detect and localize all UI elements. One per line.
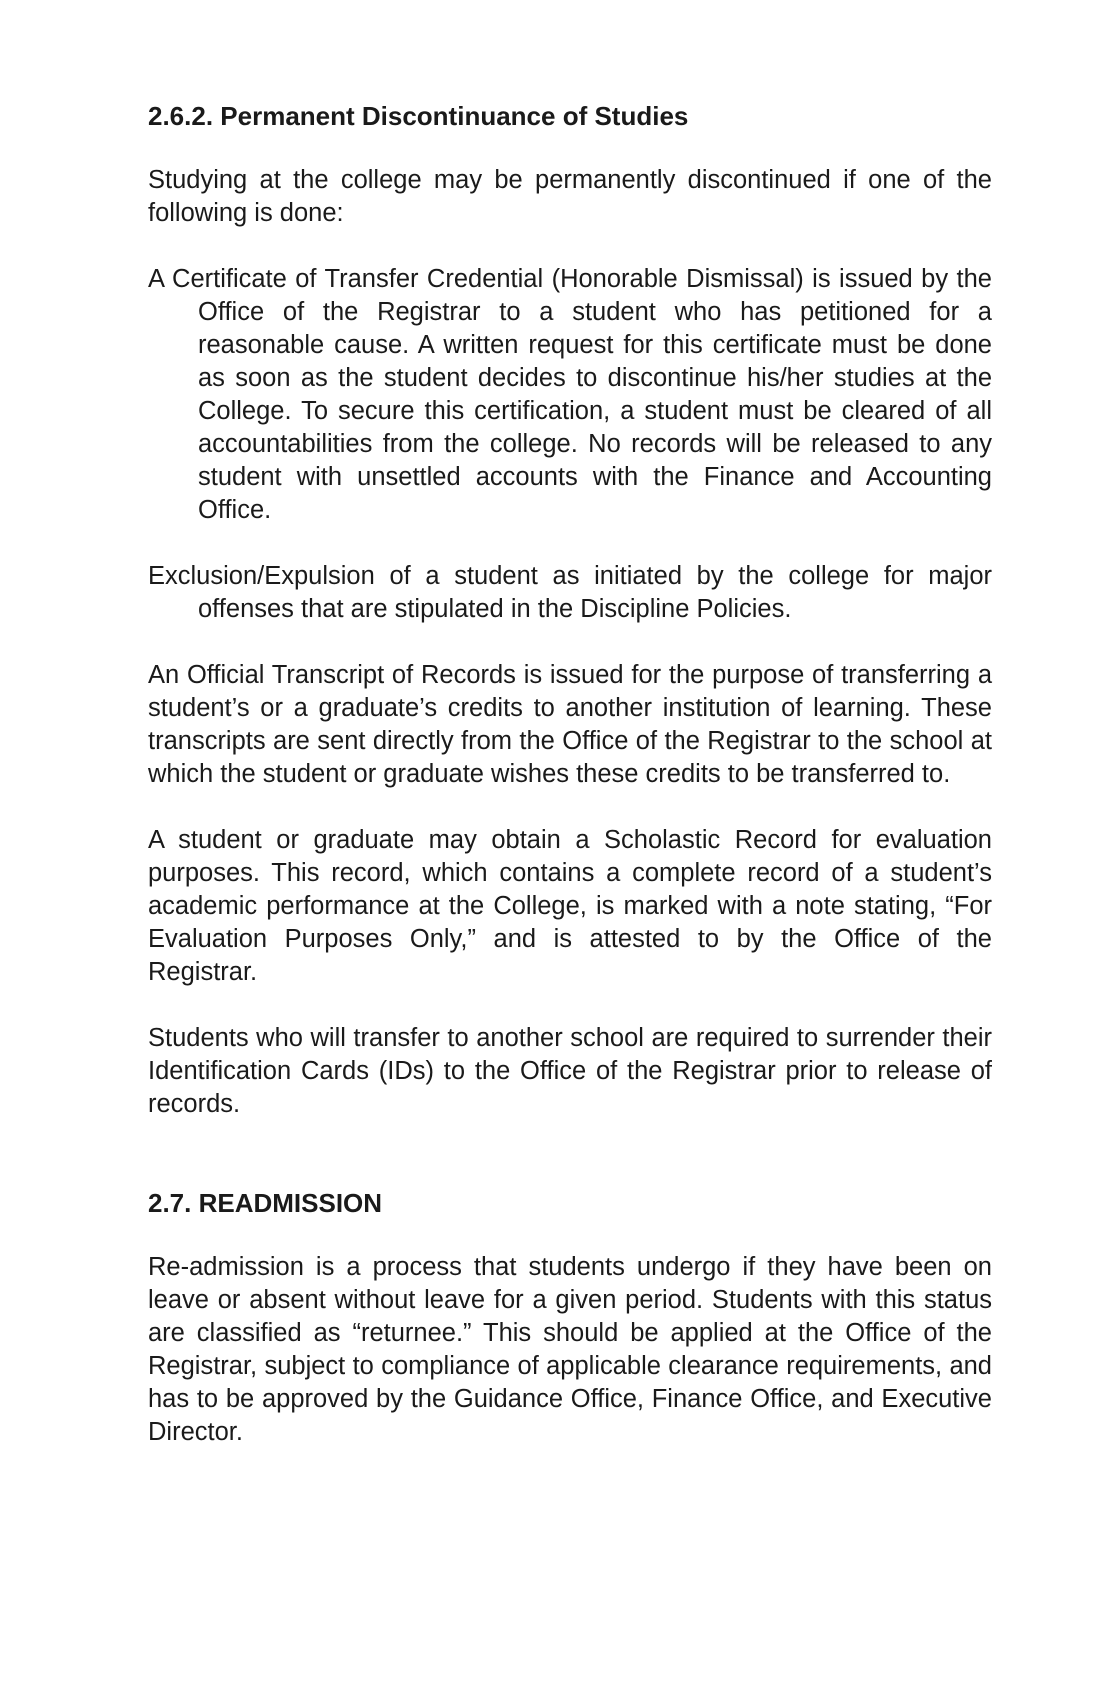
section-heading-readmission: 2.7. READMISSION [148, 1188, 383, 1218]
paragraph-certificate-of-transfer: A Certificate of Transfer Credential (Honorable Dismissal) is issued by the Office of the Registrar to a student who has petitioned for a reasonable cause. A written request for this certificate must be done as soon as the student decides to discontinue his/her studies at the College. To secure this certification, a student must be cleared of all accountabilities from the college. No records will be released to any student with unsettled accounts with the Finance and Accounting Office. [148, 265, 992, 524]
paragraph-exclusion-expulsion: Exclusion/Expulsion of a student as initiated by the college for major offenses that are stipulated in the Discipline Policies. [148, 562, 992, 623]
document-page [148, 100, 992, 1449]
paragraph-readmission: Re-admission is a process that students undergo if they have been on leave or absent without leave for a given period. Students with this status are classified as “returnee.” This should be applied at the Office of the Registrar, subject to compliance of applicable clearance requirements, and has to be approved by the Guidance Office, Finance Office, and Executive Director. [148, 1253, 992, 1446]
paragraph-intro: Studying at the college may be permanently discontinued if one of the following is done: [148, 166, 992, 227]
section-heading-permanent-discontinuance: 2.6.2. Permanent Discontinuance of Studies [148, 101, 689, 131]
paragraph-surrender-ids: Students who will transfer to another school are required to surrender their Identification Cards (IDs) to the Office of the Registrar prior to release of records. [148, 1024, 992, 1118]
paragraph-official-transcript: An Official Transcript of Records is issued for the purpose of transferring a student’s or a graduate’s credits to another institution of learning. These transcripts are sent directly from the Office of the Registrar to the school at which the student or graduate wishes these credits to be transferred to. [148, 661, 992, 788]
paragraph-scholastic-record: A student or graduate may obtain a Scholastic Record for evaluation purposes. This record, which contains a complete record of a student’s academic performance at the College, is marked with a note stating, “For Evaluation Purposes Only,” and is attested to by the Office of the Registrar. [148, 826, 992, 986]
